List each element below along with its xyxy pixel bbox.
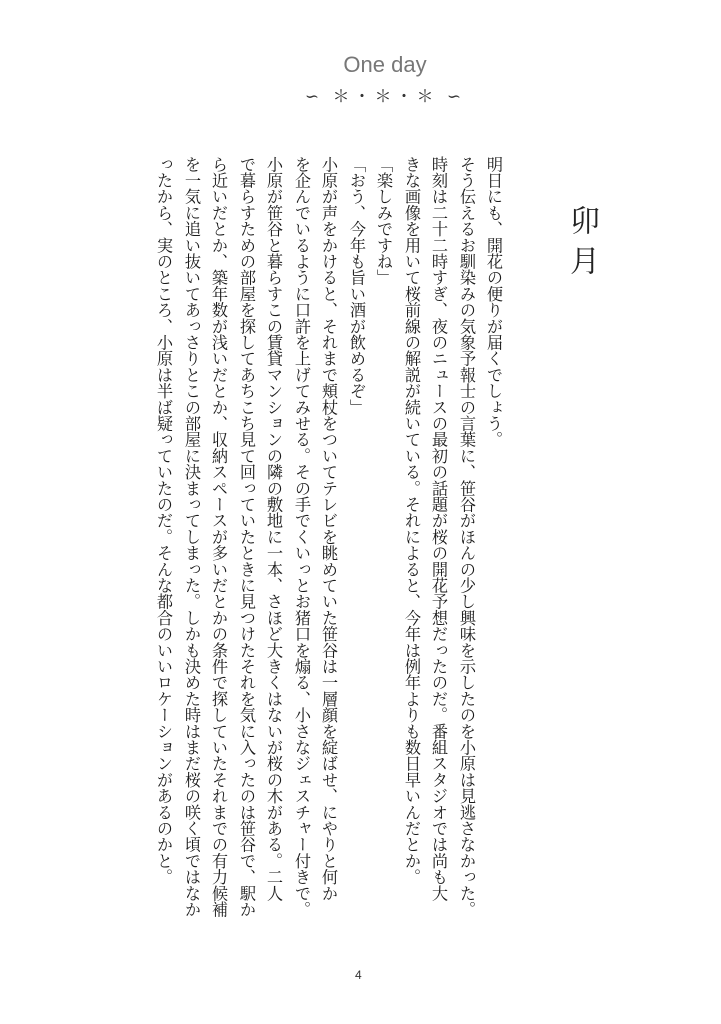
chapter-title: 卯月 bbox=[564, 205, 599, 285]
header-ornament: ∽ ＊・＊・＊ ∽ bbox=[304, 87, 466, 107]
text-line-12: を一気に追い抜いてあっさりとこの部屋に決まってしまった。しかも決めた時はまだ桜の咲く頃ではなか bbox=[182, 156, 201, 918]
text-line-1: 明日にも、開花の便りが届くでしょう。 bbox=[484, 156, 503, 448]
text-line-2: そう伝えるお馴染みの気象予報士の言葉に、笹谷がほんの少し興味を示したのを小原は見逃さなかった。 bbox=[457, 156, 476, 918]
text-line-4: きな画像を用いて桜前線の解説が続いている。それによると、今年は例年よりも数日早いんだとか。 bbox=[402, 156, 421, 885]
text-line-3: 時刻は二十二時すぎ、夜のニュースの最初の話題が桜の開花予想だったのだ。番組スタジオでは尚も大 bbox=[429, 156, 448, 902]
text-line-10: で暮らすための部屋を探してあちこち見て回っていたときに見つけたそれを気に入ったのは笹谷で、駅か bbox=[237, 156, 256, 918]
text-line-11: ら近いだとか、築年数が浅いだとか、収納スペースが多いだとかの条件で探していたそれまでの有力候補 bbox=[209, 156, 228, 918]
text-line-13: ったから、実のところ、小原は半ば疑っていたのだ。そんな都合のいいロケーションがあるのかと。 bbox=[154, 156, 173, 885]
running-header-title: One day bbox=[343, 52, 427, 77]
text-line-7: 小原が声をかけると、それまで頬杖をついてテレビを眺めていた笹谷は一層顔を綻ばせ、にやりと何か bbox=[319, 156, 338, 902]
text-line-9: 小原が笹谷と暮らすこの賃貸マンションの隣の敷地に一本、さほど大きくはないが桜の木がある。二人 bbox=[264, 156, 283, 902]
text-line-8: を企んでいるように口許を上げてみせる。その手でくいっとお猪口を煽る、小さなジェスチャー付きで。 bbox=[292, 156, 311, 918]
text-line-6: 「おう、今年も旨い酒が飲めるぞ」 bbox=[347, 156, 366, 416]
text-line-5: 「楽しみですね」 bbox=[374, 156, 393, 286]
page-number: 4 bbox=[355, 968, 362, 982]
